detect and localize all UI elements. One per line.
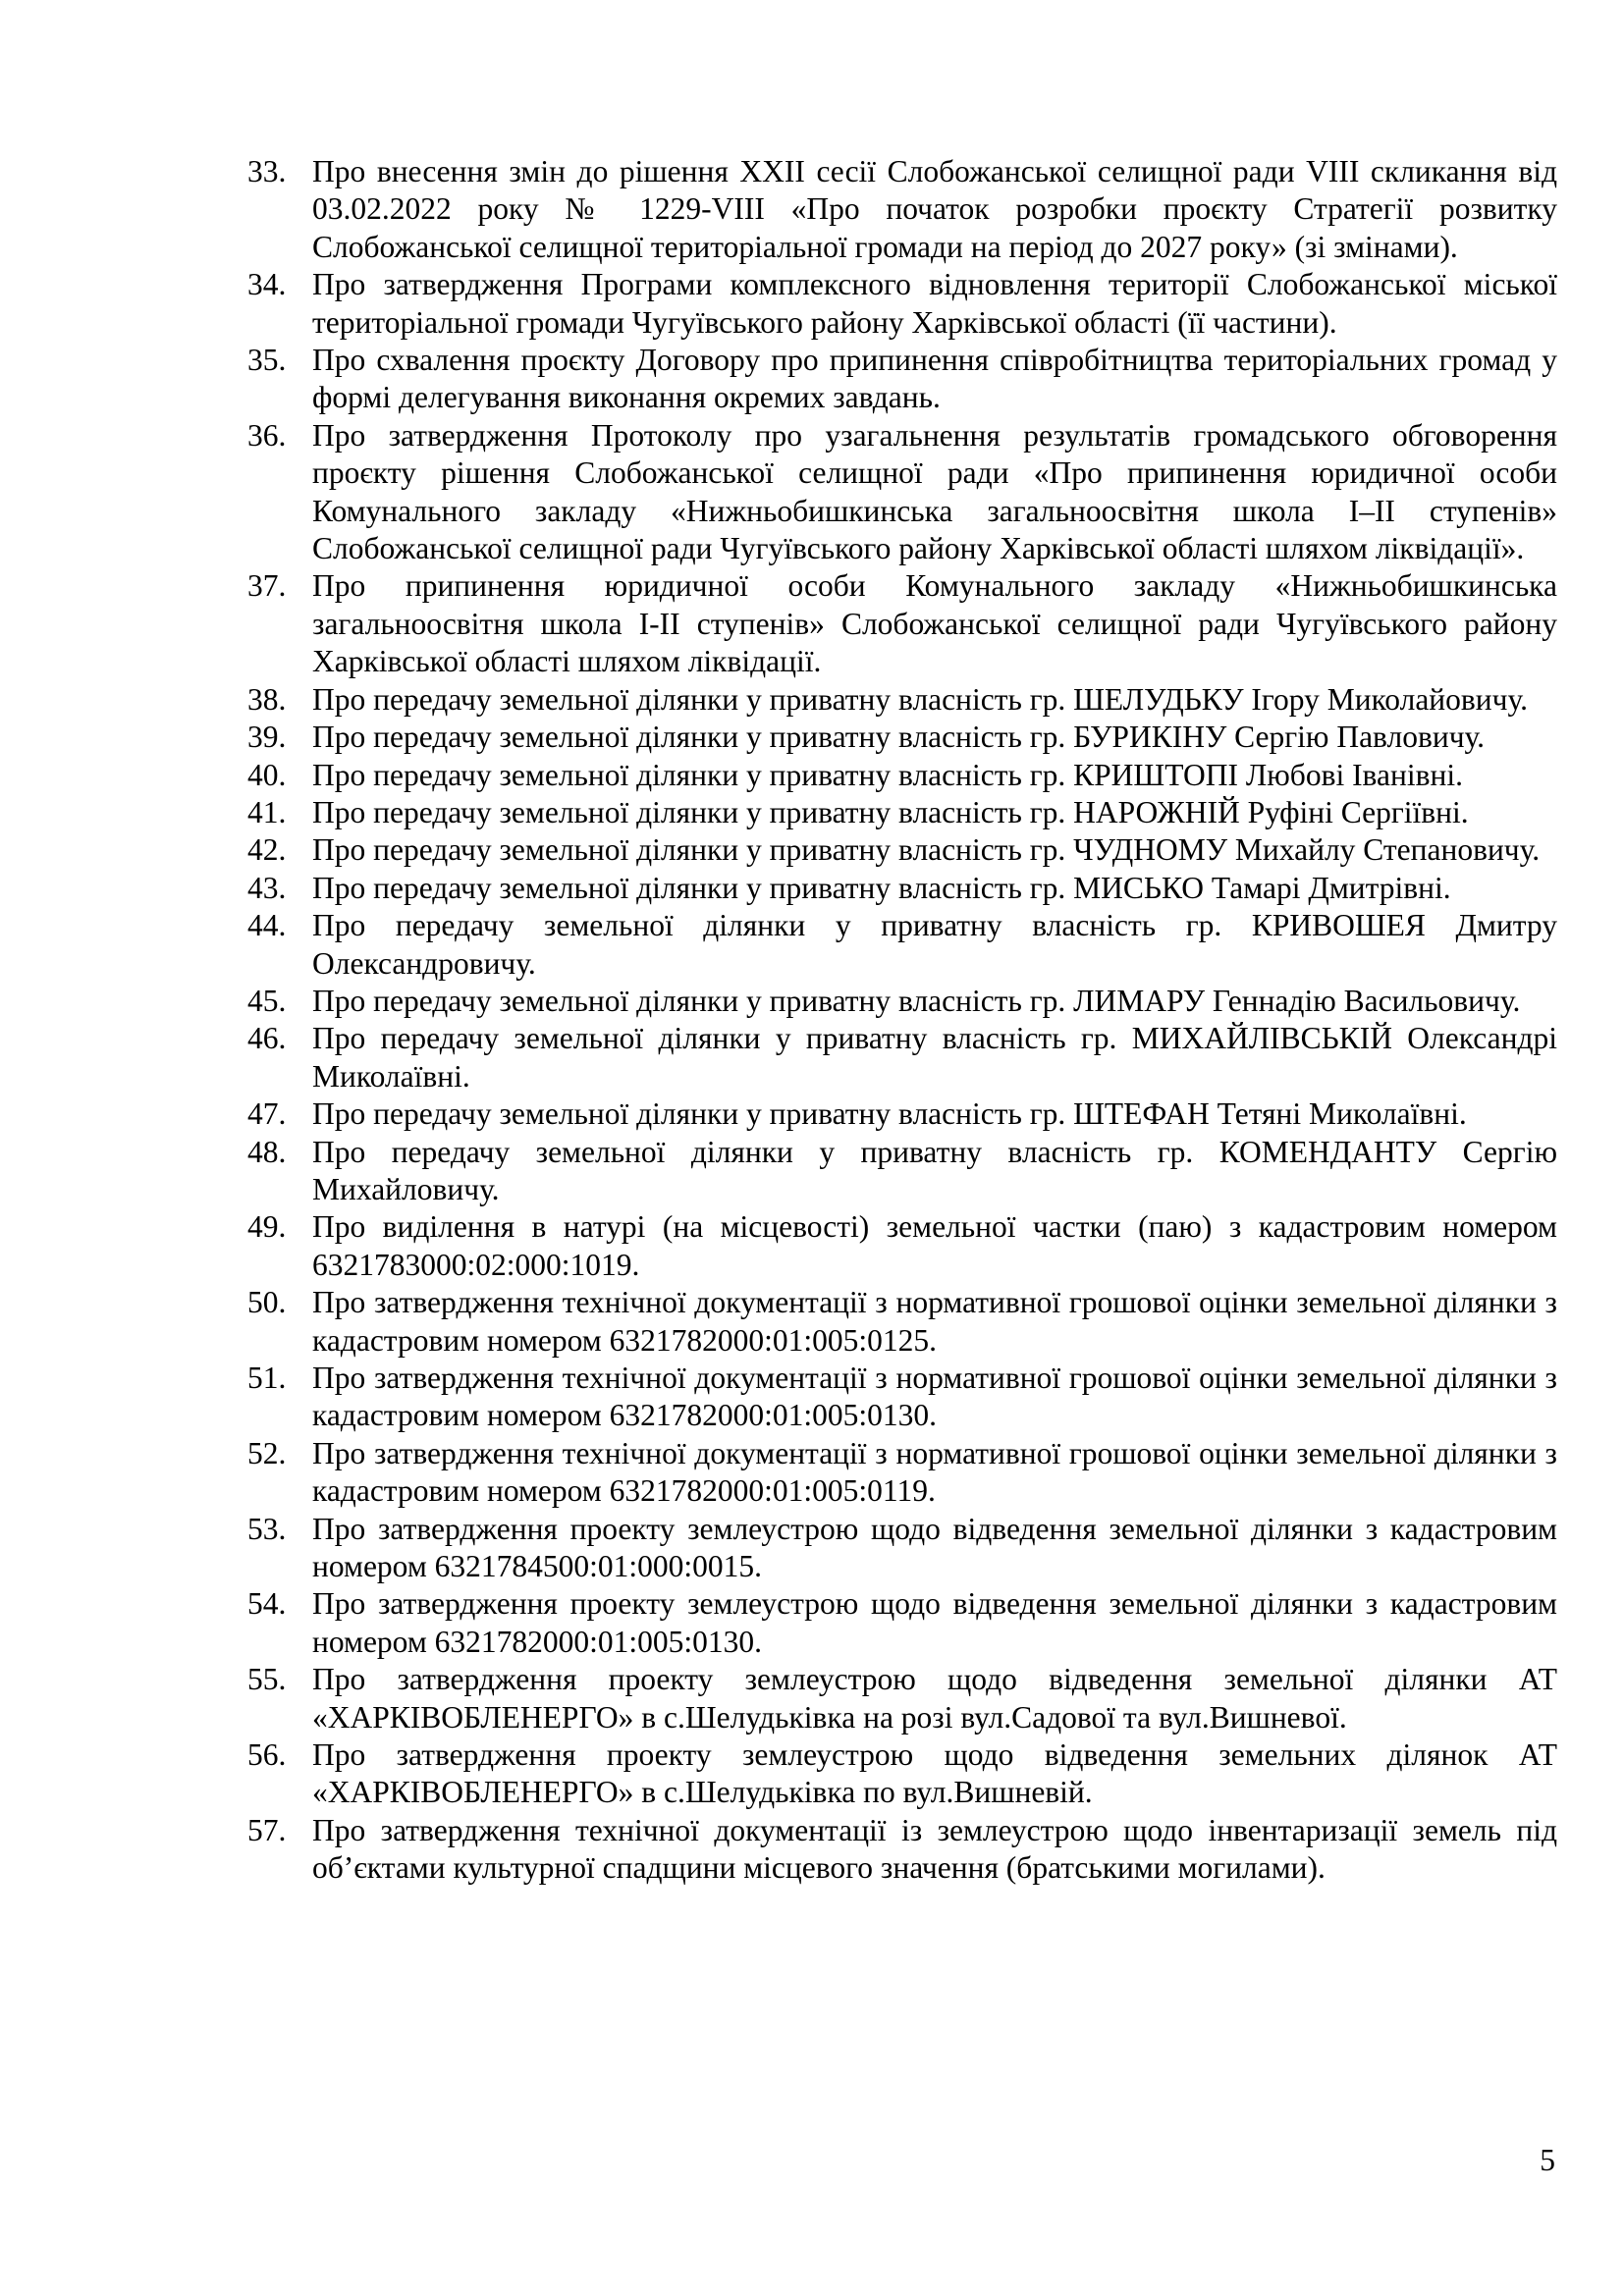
agenda-item-number: 54. [247,1586,287,1622]
agenda-item-number: 35. [247,343,287,378]
agenda-item-text: Про передачу земельної ділянки у приватну власність гр. ЧУДНОМУ Михайлу Степановичу. [312,832,1541,868]
agenda-item-number: 56. [247,1737,287,1773]
agenda-item [247,1134,1557,1209]
agenda-list [247,153,1557,1888]
agenda-item [247,831,1557,869]
agenda-item-number: 40. [247,757,287,792]
agenda-item [247,983,1557,1020]
agenda-item-text: Про затвердження Протоколу про узагальнення результатів громадського обговорення проєкту рішення Слобожанської селищної ради «Про припинення юридичної особи Комунального закладу «Нижньобишкинська загальноосвітня школа І–ІІ ступенів» Слобожанської селищної ради Чугуївського району Харківської області шляхом ліквідації». [312,417,1557,566]
agenda-item [247,1661,1557,1736]
agenda-item-text: Про затвердження технічної документації з нормативної грошової оцінки земельної ділянки з кадастровим номером 6321782000:01:005:0130. [312,1361,1557,1433]
agenda-item [247,794,1557,831]
agenda-item-number: 38. [247,681,287,717]
agenda-item [247,1020,1557,1095]
agenda-item-text: Про виділення в натурі (на місцевості) земельної частки (паю) з кадастровим номером 6321783000:02:000:1019. [312,1209,1557,1282]
agenda-item [247,1585,1557,1661]
agenda-item [247,342,1557,417]
agenda-item [247,1095,1557,1133]
agenda-item [247,1736,1557,1812]
agenda-item-number: 33. [247,154,287,188]
agenda-item [247,567,1557,680]
agenda-item-number: 39. [247,720,287,755]
agenda-item-number: 51. [247,1361,287,1395]
agenda-item-number: 42. [247,832,287,868]
agenda-item-number: 45. [247,983,287,1018]
agenda-item-number: 49. [247,1209,287,1245]
agenda-item [247,870,1557,907]
agenda-item-text: Про затвердження проекту землеустрою щодо відведення земельної ділянки АТ «ХАРКІВОБЛЕНЕРГО» в с.Шелудьківка на розі вул.Садової та вул.Вишневої. [312,1662,1557,1735]
agenda-item-number: 46. [247,1021,287,1056]
agenda-item-number: 37. [247,568,287,604]
agenda-item-number: 53. [247,1511,287,1546]
page-number: 5 [1540,2143,1555,2177]
agenda-item [247,1208,1557,1284]
agenda-item-text: Про передачу земельної ділянки у приватну власність гр. КРИШТОПІ Любові Іванівні. [312,757,1463,792]
agenda-item [247,1284,1557,1360]
agenda-item [247,907,1557,983]
agenda-item-text: Про затвердження технічної документації з нормативної грошової оцінки земельної ділянки з кадастровим номером 6321782000:01:005:0125. [312,1285,1557,1358]
agenda-item-text: Про схвалення проєкту Договору про припинення співробітництва територіальних громад у формі делегування виконання окремих завдань. [312,343,1557,415]
agenda-item [247,1812,1557,1888]
agenda-item-number: 47. [247,1096,287,1132]
agenda-item-number: 43. [247,870,287,905]
agenda-item-text: Про передачу земельної ділянки у приватну власність гр. ШЕЛУДЬКУ Ігору Миколайовичу. [312,681,1528,717]
agenda-item-text: Про затвердження Програми комплексного відновлення території Слобожанської міської територіальної громади Чугуївського району Харківської області (її частини). [312,267,1557,340]
agenda-item-text: Про передачу земельної ділянки у приватну власність гр. КРИВОШЕЯ Дмитру Олександровичу. [312,908,1557,981]
agenda-item-text: Про затвердження технічної документації з нормативної грошової оцінки земельної ділянки з кадастровим номером 6321782000:01:005:0119. [312,1435,1557,1509]
agenda-item [247,266,1557,342]
agenda-item [247,417,1557,568]
agenda-item-number: 41. [247,794,287,829]
agenda-item-number: 44. [247,908,287,943]
agenda-item [247,153,1557,266]
agenda-item-number: 36. [247,417,287,453]
agenda-item-text: Про припинення юридичної особи Комунального закладу «Нижньобишкинська загальноосвітня школа І-ІІ ступенів» Слобожанської селищної ради Чугуївського району Харківської області шляхом ліквідації. [312,568,1557,679]
agenda-item-text: Про передачу земельної ділянки у приватну власність гр. МИСЬКО Тамарі Дмитрівні. [312,870,1451,905]
agenda-item-text: Про передачу земельної ділянки у приватну власність гр. МИХАЙЛІВСЬКІЙ Олександрі Миколаївні. [312,1021,1557,1094]
agenda-item-text: Про передачу земельної ділянки у приватну власність гр. ШТЕФАН Тетяні Миколаївні. [312,1096,1467,1132]
agenda-item [247,681,1557,719]
agenda-item-number: 55. [247,1662,287,1697]
agenda-item-number: 52. [247,1435,287,1470]
agenda-item-text: Про передачу земельної ділянки у приватну власність гр. БУРИКІНУ Сергію Павловичу. [312,720,1486,755]
agenda-item-number: 48. [247,1134,287,1169]
agenda-item-text: Про передачу земельної ділянки у приватну власність гр. ЛИМАРУ Геннадію Васильовичу. [312,983,1521,1018]
agenda-item-number: 34. [247,267,287,302]
agenda-item [247,1360,1557,1435]
agenda-item [247,719,1557,756]
agenda-item [247,1435,1557,1511]
agenda-item-text: Про затвердження проекту землеустрою щодо відведення земельної ділянки з кадастровим номером 6321784500:01:000:0015. [312,1511,1557,1584]
agenda-item-text: Про внесення змін до рішення XXII сесії Слобожанської селищної ради VIII скликання від 03.02.2022 року № 1229-VIII «Про початок розробки проєкту Стратегії розвитку Слобожанської селищної територіальної громади на період до 2027 року» (зі змінами). [312,154,1557,264]
agenda-item-number: 57. [247,1812,287,1847]
agenda-item-number: 50. [247,1285,287,1320]
agenda-item-text: Про передачу земельної ділянки у приватну власність гр. НАРОЖНІЙ Руфіні Сергіївні. [312,794,1469,829]
agenda-item-text: Про затвердження технічної документації із землеустрою щодо інвентаризації земель під об’єктами культурної спадщини місцевого значення (братськими могилами). [312,1812,1557,1886]
agenda-item-text: Про затвердження проекту землеустрою щодо відведення земельної ділянки з кадастровим номером 6321782000:01:005:0130. [312,1586,1557,1659]
agenda-item [247,757,1557,794]
agenda-item-text: Про затвердження проекту землеустрою щодо відведення земельних ділянок АТ «ХАРКІВОБЛЕНЕРГО» в с.Шелудьківка по вул.Вишневій. [312,1737,1557,1810]
agenda-item-text: Про передачу земельної ділянки у приватну власність гр. КОМЕНДАНТУ Сергію Михайловичу. [312,1134,1557,1206]
agenda-item [247,1511,1557,1586]
